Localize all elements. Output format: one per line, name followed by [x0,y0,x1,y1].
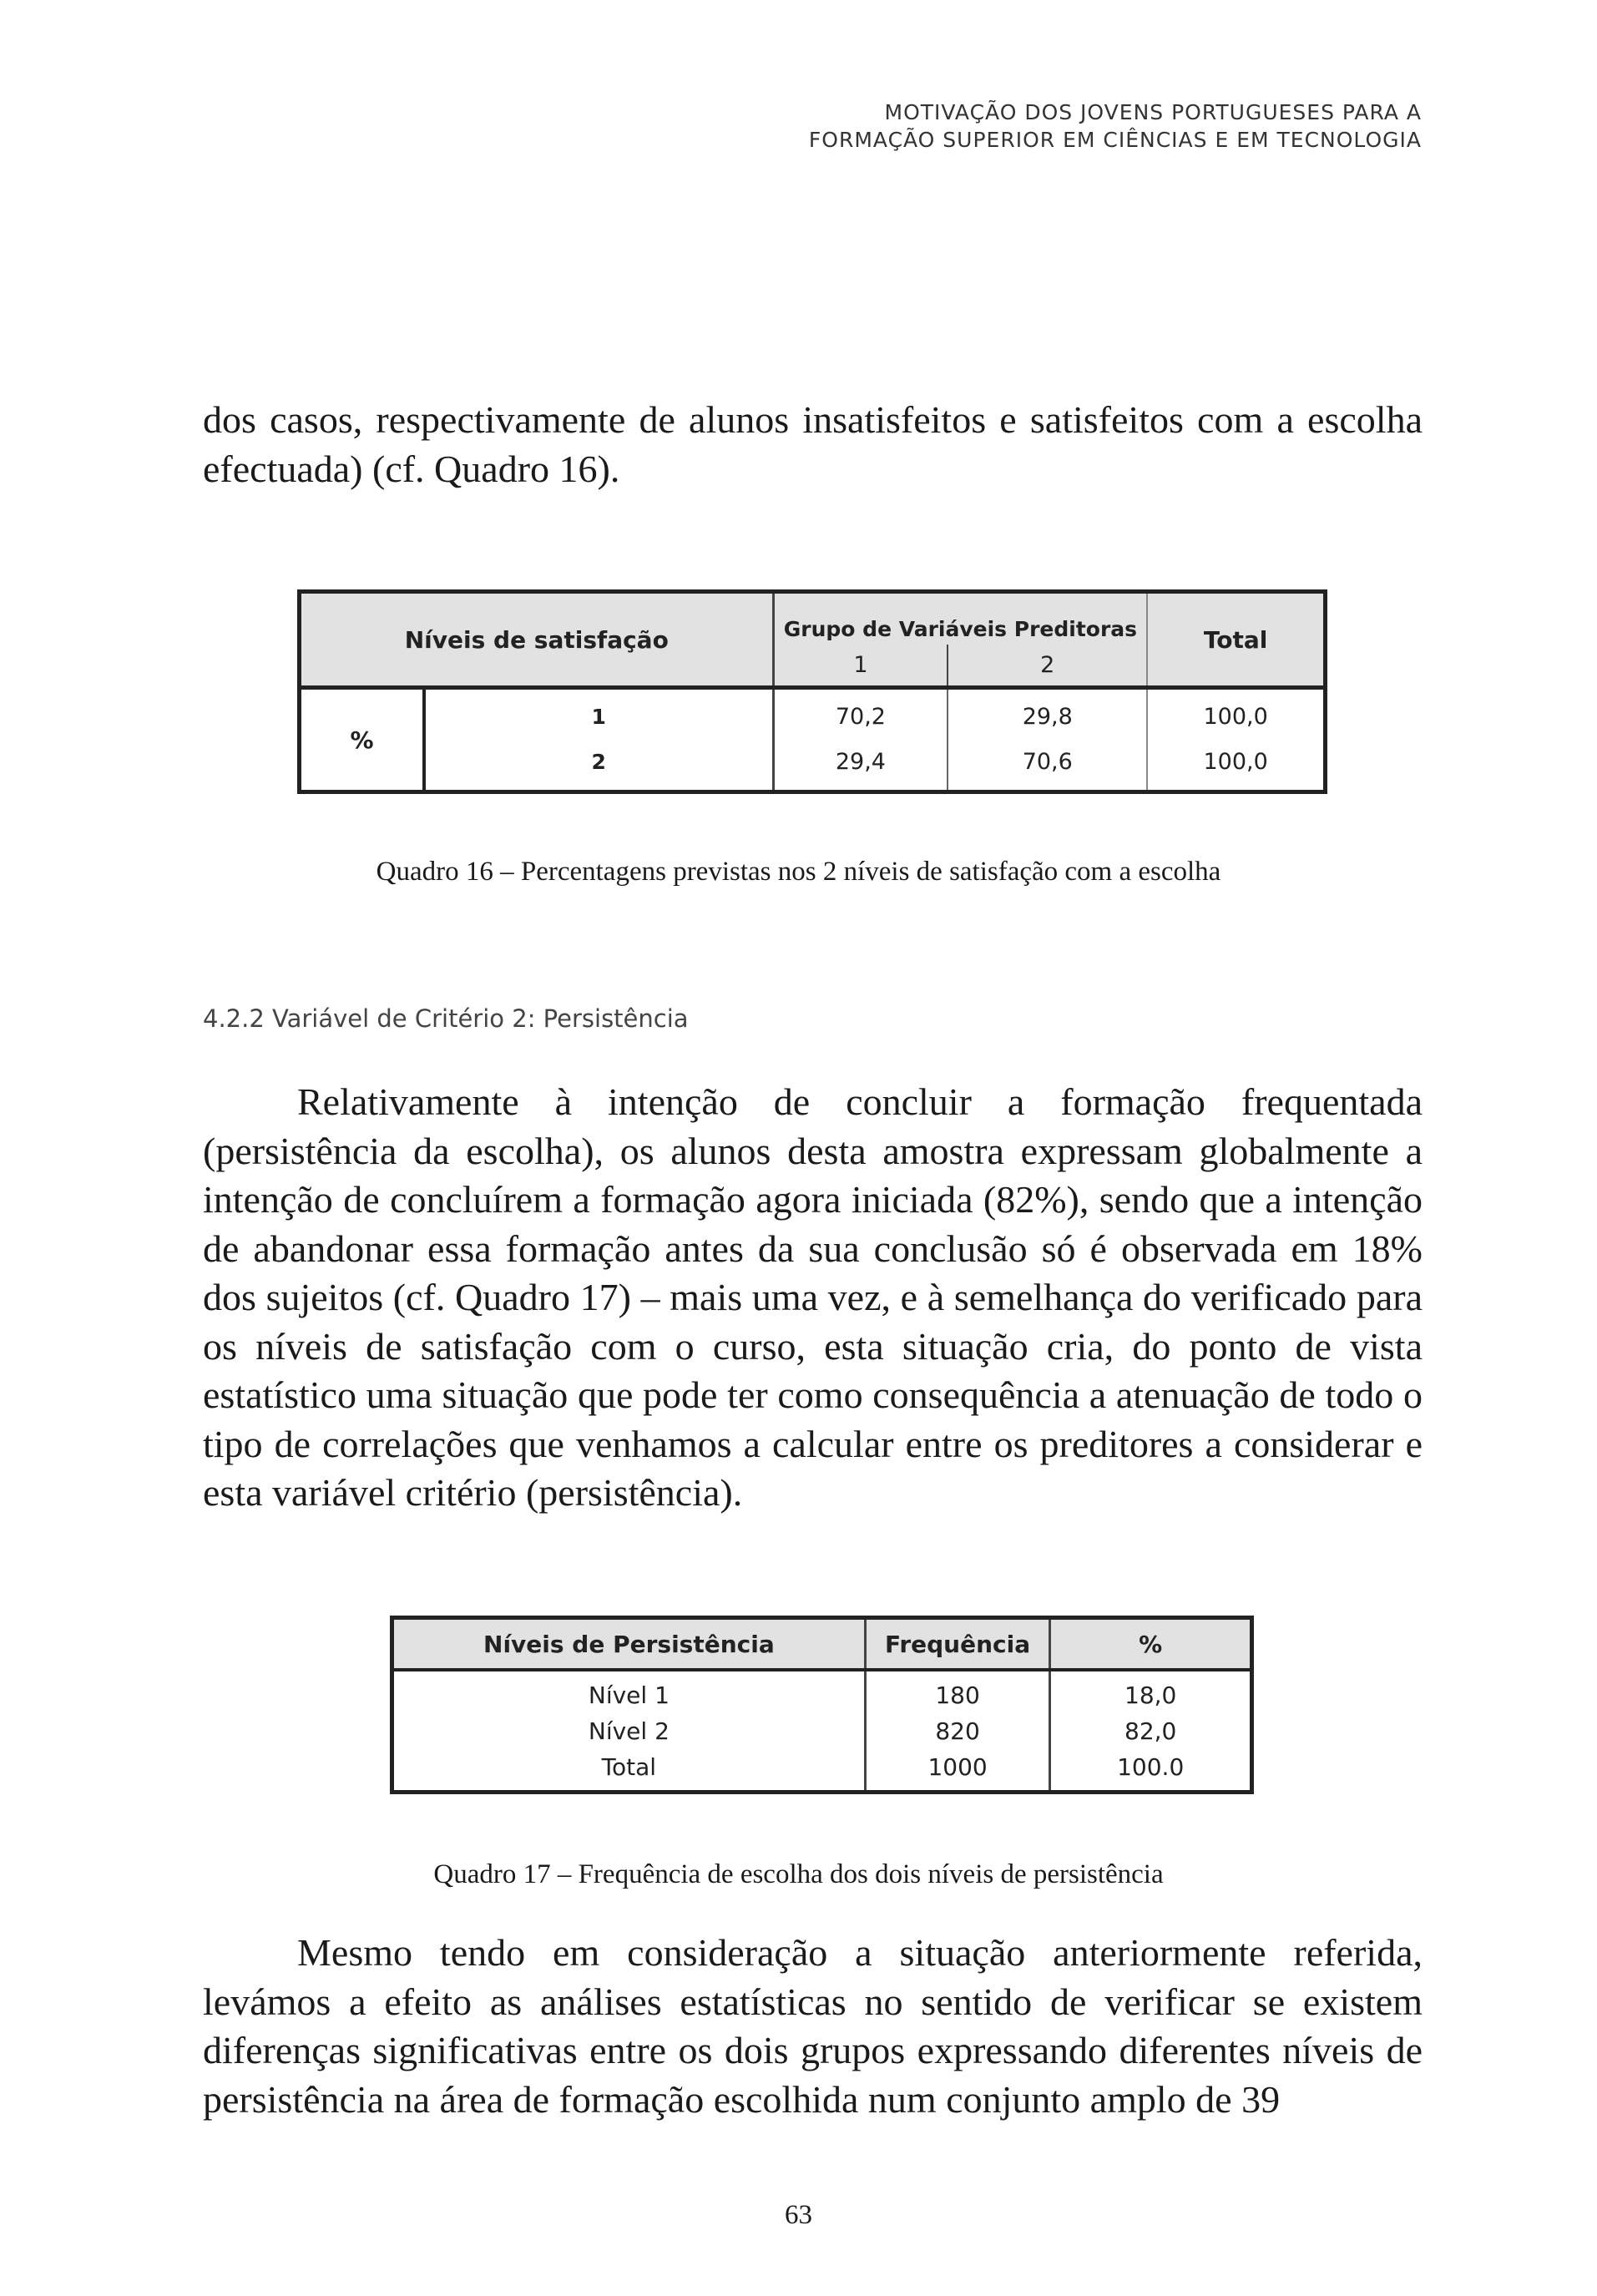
header-persistence-levels: Níveis de Persistência [392,1618,866,1671]
table-quadro-17 [390,1616,1254,1794]
frequency-total: 1000 [927,1752,988,1781]
percent-total: 100.0 [1117,1752,1185,1781]
frequency-column [865,1670,1050,1793]
running-header [809,99,1422,154]
header-frequency: Frequência [865,1618,1050,1671]
frequency-2: 820 [935,1717,980,1745]
percent-2: 82,0 [1124,1717,1177,1745]
paragraph-1: dos casos, respectivamente de alunos insatisfeitos e satisfeitos com a escolha efectuada) (cf. Quadro 16). [203,398,1423,490]
r2-g1-value: 29,4 [835,749,886,775]
table-quadro-16 [297,589,1327,794]
r1-g1-value: 70,2 [835,704,886,730]
level-1-label: 1 [591,705,606,729]
level-2-label: Nível 2 [588,1717,670,1745]
page-number: 63 [785,2200,812,2230]
level-1-label: Nível 1 [588,1681,670,1709]
running-header-line-1: MOTIVAÇÃO DOS JOVENS PORTUGUESES PARA A [884,100,1422,124]
percent-1: 18,0 [1124,1681,1177,1709]
running-header-line-2: FORMAÇÃO SUPERIOR EM CIÊNCIAS E EM TECNOLOGIA [808,128,1422,152]
r2-g2-value: 70,6 [1022,749,1073,775]
total-values [1147,688,1325,792]
group-1-label: 1 [773,645,948,688]
caption-quadro-17: Quadro 17 – Frequência de escolha dos dois níveis de persistência [433,1859,1164,1889]
header-total: Total [1147,592,1325,688]
levels-cell [424,688,773,792]
levels-column [392,1670,866,1793]
header-percent: % [1050,1618,1252,1671]
r2-total-value: 100,0 [1203,749,1268,775]
section-subheading: 4.2.2 Variável de Critério 2: Persistência [203,1004,689,1033]
caption-quadro-16: Quadro 16 – Percentagens previstas nos 2 níveis de satisfação com a escolha [376,857,1221,887]
r1-g2-value: 29,8 [1022,704,1073,730]
paragraph-3: Mesmo tendo em consideração a situação anteriormente referida, levámos a efeito as análises estatísticas no sentido de verificar se existem diferenças significativas entre os dois grupos expressando diferentes níveis de persistência na área de formação escolhida num conjunto amplo de 39 [203,1931,1423,2121]
group-1-values [773,688,948,792]
r1-total-value: 100,0 [1203,704,1268,730]
group-2-label: 2 [948,645,1147,688]
total-label: Total [601,1752,657,1781]
paragraph-2: Relativamente à intenção de concluir a formação frequentada (persistência da escolha), os alunos desta amostra expressam globalmente a intenção de concluírem a formação agora iniciada (82%), sendo que a intenção de abandonar essa formação antes da sua conclusão só é observada em 18% dos sujeitos (cf. Quadro 17) – mais uma vez, e à semelhança do verificado para os níveis de satisfação com o curso, esta situação cria, do ponto de vista estatístico uma situação que pode ter como consequência a atenuação de todo o tipo de correlações que venhamos a calcular entre os preditores a considerar e esta variável critério (persistência). [203,1080,1423,1514]
group-2-values [948,688,1147,792]
percent-column [1050,1670,1252,1793]
row-label-percent: % [300,688,424,792]
header-satisfaction-levels: Níveis de satisfação [300,592,774,688]
level-2-label: 2 [591,750,606,774]
frequency-1: 180 [935,1681,980,1709]
header-predictor-group: Grupo de Variáveis Preditoras [773,592,1147,645]
